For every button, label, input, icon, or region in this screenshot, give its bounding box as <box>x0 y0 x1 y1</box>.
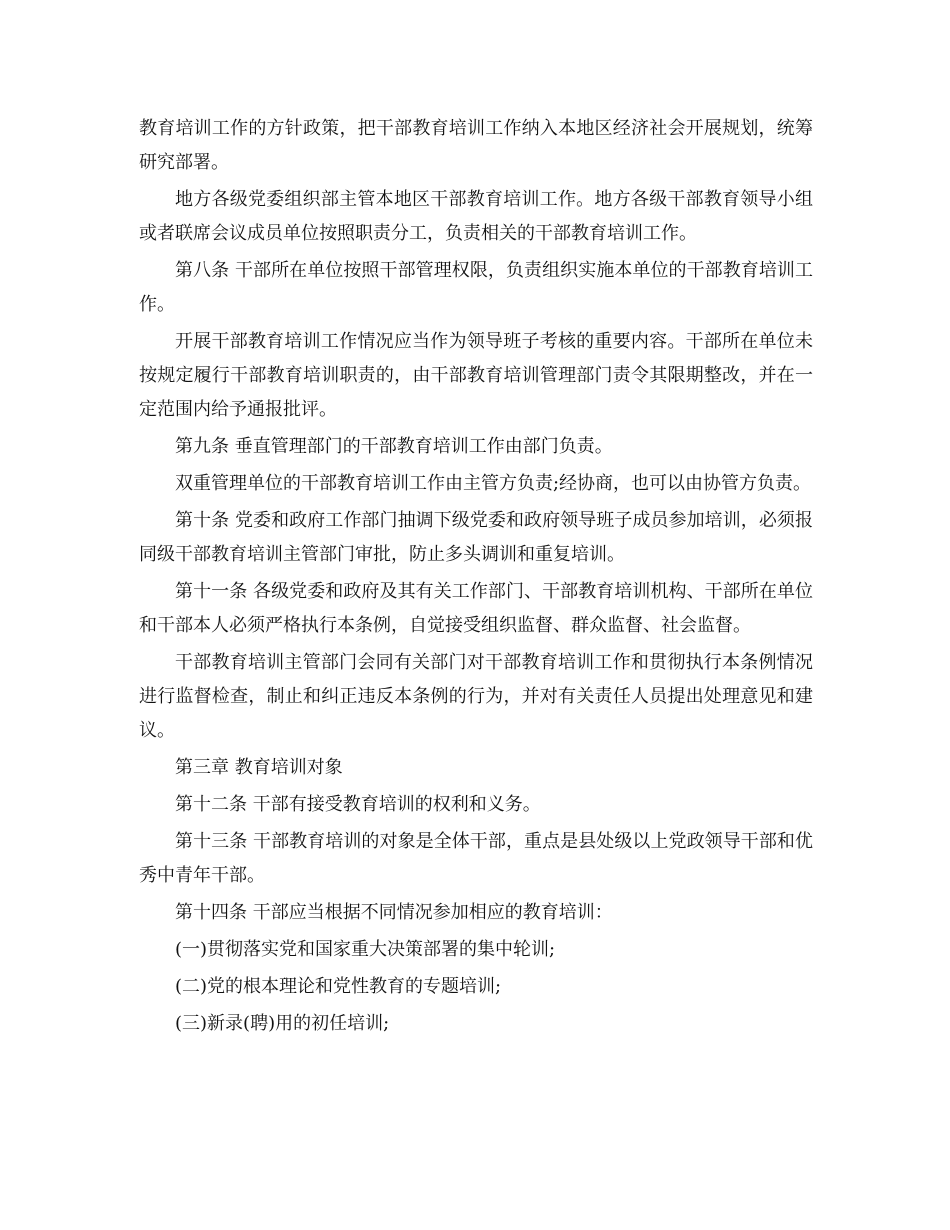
article-14: 第十四条 干部应当根据不同情况参加相应的教育培训： <box>175 902 613 923</box>
paragraph: 双重管理单位的干部教育培训工作由主管方负责;经协商，也可以由协管方负责。 <box>175 473 812 494</box>
article-10: 第十条 党委和政府工作部门抽调下级党委和政府领导班子成员参加培训，必须报同级干部教育培训主管部门审批，防止多头调训和重复培训。 <box>139 510 813 565</box>
paragraph: 干部教育培训主管部门会同有关部门对干部教育培训工作和贯彻执行本条例情况进行监督检查，制止和纠正违反本条例的行为，并对有关责任人员提出处理意见和建议。 <box>139 652 813 741</box>
article-12: 第十二条 干部有接受教育培训的权利和义务。 <box>175 794 541 815</box>
paragraph-continuation: 教育培训工作的方针政策，把干部教育培训工作纳入本地区经济社会开展规划，统筹研究部署。 <box>139 118 813 173</box>
article-11: 第十一条 各级党委和政府及其有关工作部门、干部教育培训机构、干部所在单位和干部本人必须严格执行本条例，自觉接受组织监督、群众监督、社会监督。 <box>139 581 813 636</box>
list-item-3: (三)新录(聘)用的初任培训; <box>175 1013 390 1034</box>
document-body <box>139 112 813 1044</box>
list-item-1: (一)贯彻落实党和国家重大决策部署的集中轮训; <box>175 939 556 960</box>
article-9: 第九条 垂直管理部门的干部教育培训工作由部门负责。 <box>175 436 613 457</box>
article-13: 第十三条 干部教育培训的对象是全体干部，重点是县处级以上党政领导干部和优秀中青年干部。 <box>139 831 813 886</box>
paragraph: 地方各级党委组织部主管本地区干部教育培训工作。地方各级干部教育领导小组或者联席会议成员单位按照职责分工，负责相关的干部教育培训工作。 <box>139 189 813 244</box>
article-8: 第八条 干部所在单位按照干部管理权限，负责组织实施本单位的干部教育培训工作。 <box>139 260 813 315</box>
paragraph: 开展干部教育培训工作情况应当作为领导班子考核的重要内容。干部所在单位未按规定履行干部教育培训职责的，由干部教育培训管理部门责令其限期整改，并在一定范围内给予通报批评。 <box>139 331 813 420</box>
chapter-3-heading: 第三章 教育培训对象 <box>175 757 343 778</box>
list-item-2: (二)党的根本理论和党性教育的专题培训; <box>175 976 502 997</box>
